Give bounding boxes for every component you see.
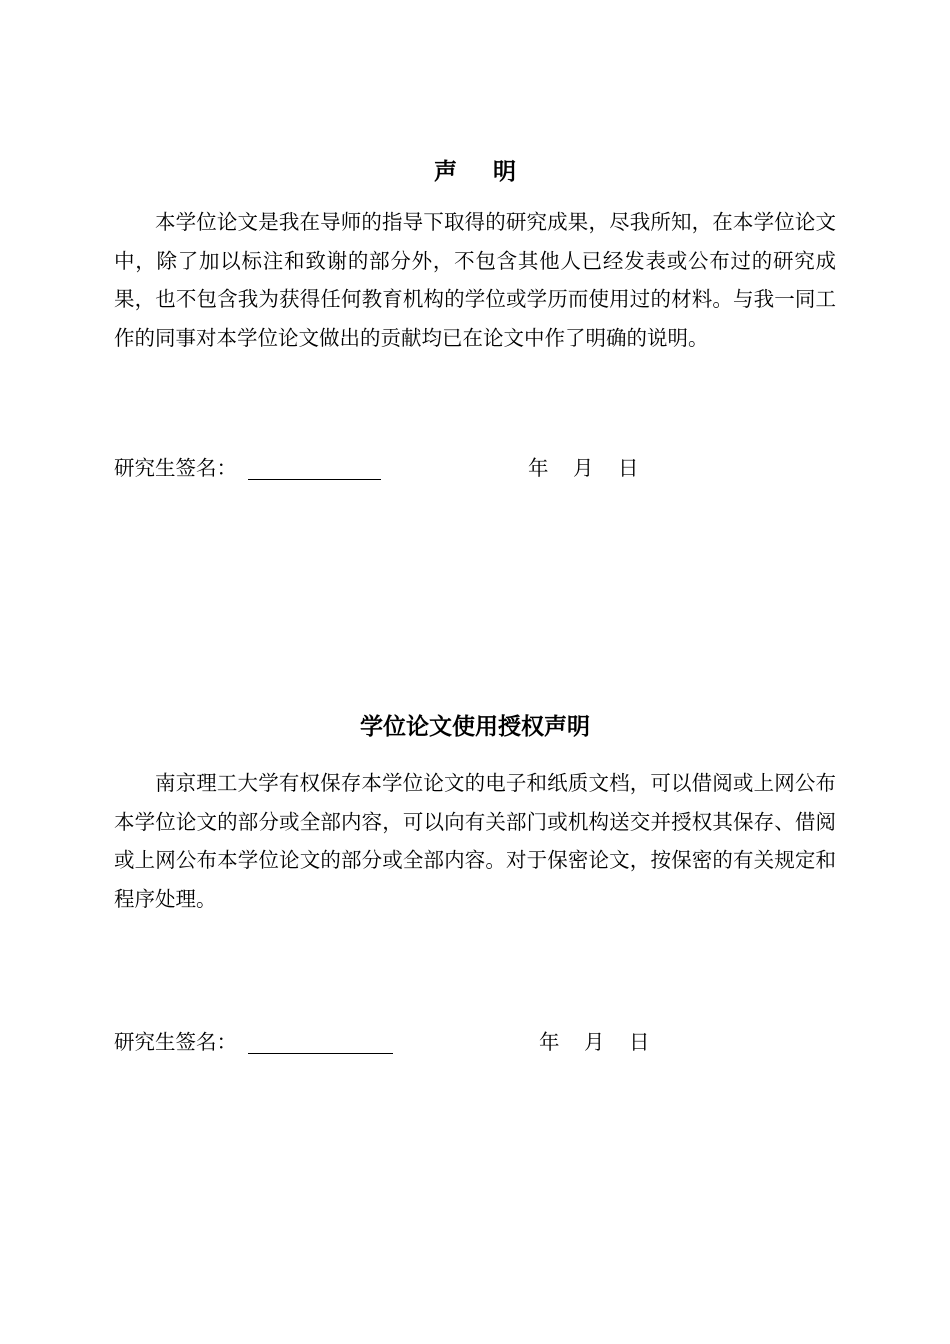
declaration-title — [0, 160, 950, 183]
date-day-label: 日 — [618, 456, 639, 480]
authorization-title: 学位论文使用授权声明 — [360, 713, 590, 740]
authorization-signature-row — [114, 1027, 836, 1057]
declaration-signature-row — [114, 453, 836, 483]
date-month-label: 月 — [573, 456, 594, 480]
date-year-label: 年 — [528, 456, 549, 480]
signature-line — [248, 479, 381, 480]
authorization-body: 南京理工大学有权保存本学位论文的电子和纸质文档，可以借阅或上网公布本学位论文的部分或全部内容，可以向有关部门或机构送交并授权其保存、借阅或上网公布本学位论文的部分或全部内容。对于保密论文，按保密的有关规定和程序处理。 — [114, 771, 836, 911]
date-month-label: 月 — [584, 1030, 605, 1054]
declaration-title-char-1: 声 — [434, 158, 457, 185]
signature-label: 研究生签名： — [114, 456, 237, 480]
signature-label: 研究生签名： — [114, 1030, 237, 1054]
declaration-body: 本学位论文是我在导师的指导下取得的研究成果，尽我所知，在本学位论文中，除了加以标注和致谢的部分外，不包含其他人已经发表或公布过的研究成果，也不包含我为获得任何教育机构的学位或学历而使用过的材料。与我一同工作的同事对本学位论文做出的贡献均已在论文中作了明确的说明。 — [114, 210, 836, 350]
date-day-label: 日 — [629, 1030, 650, 1054]
signature-line — [248, 1053, 393, 1054]
declaration-title-char-2: 明 — [493, 158, 516, 185]
date-year-label: 年 — [539, 1030, 560, 1054]
